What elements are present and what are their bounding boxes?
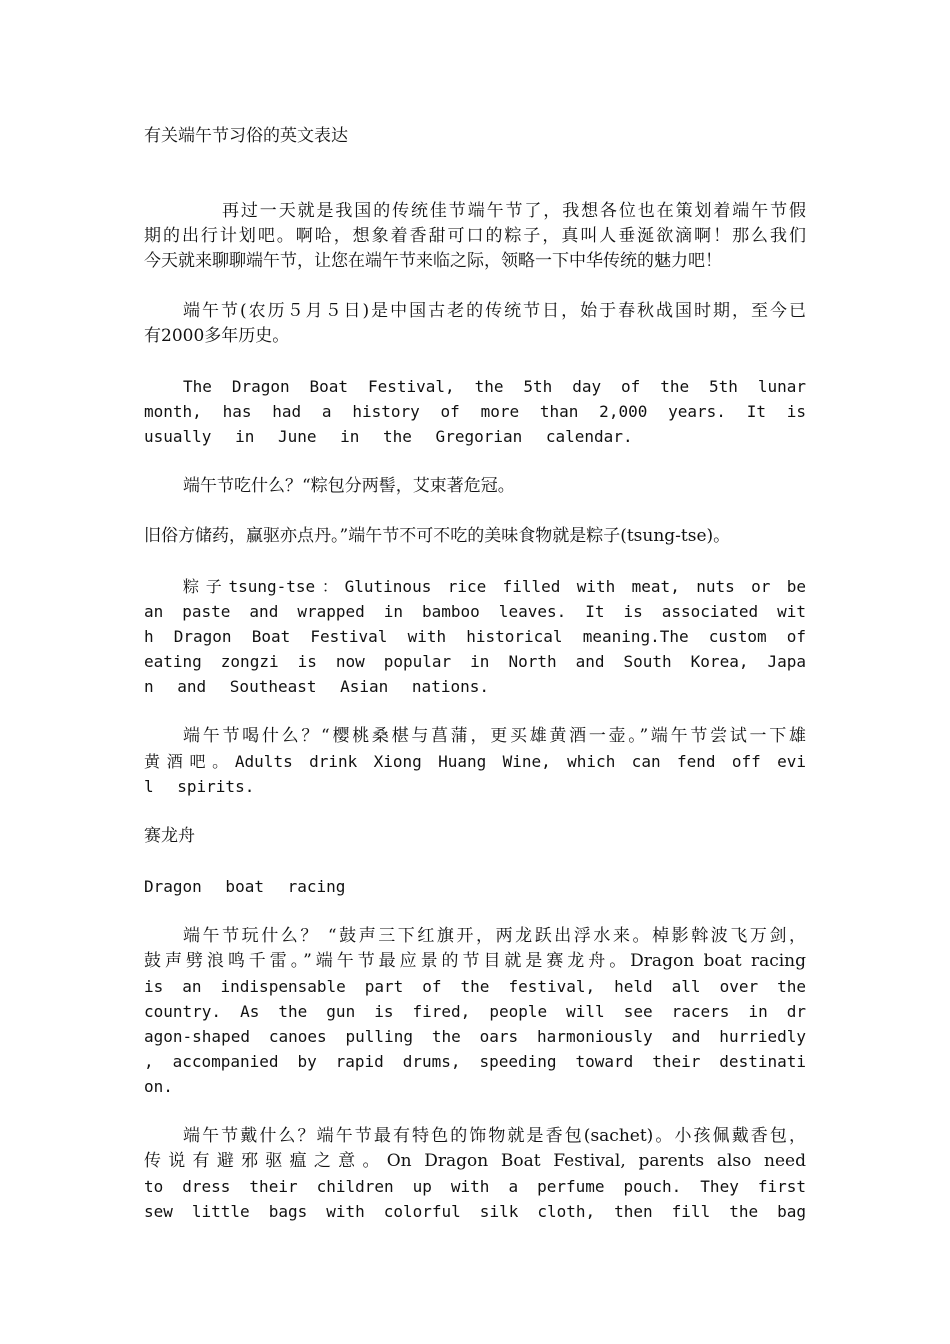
section-heading-chinese: 赛龙舟 [144, 826, 195, 846]
paragraph-food-line: 端午节吃什么？“粽包分两髻，艾束著危冠。 [183, 476, 515, 496]
paragraph-wine-line: l spirits. [144, 777, 255, 796]
paragraph-zongzi-english-line: an paste and wrapped in bamboo leaves. It is associated wit [144, 602, 806, 621]
paragraph-zongzi-line: 旧俗方储药，赢驱亦点丹。”端午节不可不吃的美味食物就是粽子(tsung-tse)。 [144, 526, 731, 546]
paragraph-zongzi-english-line: 粽子tsung-tse：Glutinous rice filled with meat, nuts or be [183, 577, 806, 596]
paragraph-zongzi-english-line: h Dragon Boat Festival with historical meaning.The custom of [144, 627, 806, 646]
paragraph-wine-line: 端午节喝什么？“樱桃桑椹与菖蒲，更买雄黄酒一壶。”端午节尝试一下雄 [183, 726, 806, 746]
paragraph-racing-line: is an indispensable part of the festival, held all over the [144, 977, 806, 996]
paragraph-racing-line: 鼓声劈浪鸣千雷。”端午节最应景的节目就是赛龙舟。Dragon boat racing [144, 951, 806, 971]
paragraph-english-history-line: month, has had a history of more than 2,000 years. It is [144, 402, 806, 421]
paragraph-racing-line: 端午节玩什么？ “鼓声三下红旗开，两龙跃出浮水来。棹影斡波飞万剑， [183, 926, 806, 946]
paragraph-racing-line: on. [144, 1077, 173, 1096]
paragraph-intro-line: 期的出行计划吧。啊哈，想象着香甜可口的粽子，真叫人垂涎欲滴啊！那么我们 [144, 226, 806, 246]
paragraph-history-line: 有2000多年历史。 [144, 326, 290, 346]
paragraph-zongzi-english-line: eating zongzi is now popular in North and South Korea, Japa [144, 652, 806, 671]
paragraph-sachet-line: 传说有避邪驱瘟之意。On Dragon Boat Festival, parents also need [144, 1151, 806, 1171]
document-title: 有关端午节习俗的英文表达 [144, 126, 348, 146]
paragraph-wine-line: 黄酒吧。Adults drink Xiong Huang Wine, which can fend off evi [144, 752, 806, 771]
paragraph-sachet-line: sew little bags with colorful silk cloth, then fill the bag [144, 1202, 806, 1221]
paragraph-english-history-line: The Dragon Boat Festival, the 5th day of the 5th lunar [183, 377, 806, 396]
section-heading-english: Dragon boat racing [144, 877, 346, 896]
paragraph-racing-line: country. As the gun is fired, people will see racers in dr [144, 1002, 806, 1021]
paragraph-intro-line: 再过一天就是我国的传统佳节端午节了，我想各位也在策划着端午节假 [222, 201, 806, 221]
paragraph-english-history-line: usually in June in the Gregorian calendar. [144, 427, 633, 446]
paragraph-sachet-line: to dress their children up with a perfume pouch. They first [144, 1177, 806, 1196]
paragraph-racing-line: agon-shaped canoes pulling the oars harmoniously and hurriedly [144, 1027, 806, 1046]
paragraph-history-line: 端午节(农历５月５日)是中国古老的传统节日，始于春秋战国时期，至今已 [183, 301, 806, 321]
paragraph-racing-line: , accompanied by rapid drums, speeding toward their destinati [144, 1052, 806, 1071]
paragraph-intro-line: 今天就来聊聊端午节，让您在端午节来临之际，领略一下中华传统的魅力吧！ [144, 251, 722, 271]
paragraph-zongzi-english-line: n and Southeast Asian nations. [144, 677, 489, 696]
paragraph-sachet-line: 端午节戴什么？端午节最有特色的饰物就是香包(sachet)。小孩佩戴香包， [183, 1126, 806, 1146]
